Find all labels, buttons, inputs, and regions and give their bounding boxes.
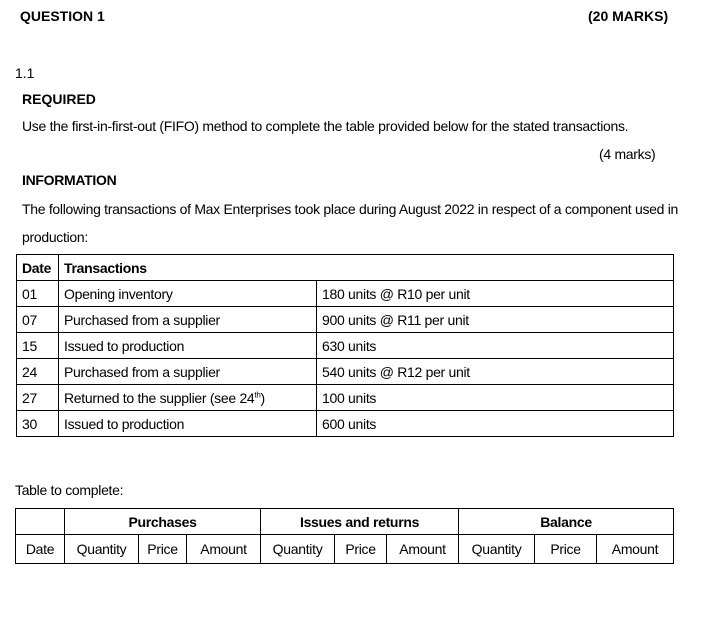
column-header-quantity: Quantity (261, 535, 335, 564)
table-row (17, 385, 674, 411)
row-description: Purchased from a supplier (59, 307, 317, 333)
column-header-date: Date (16, 535, 65, 564)
group-header-purchases: Purchases (65, 509, 261, 535)
column-header-price: Price (535, 535, 597, 564)
row-description: Purchased from a supplier (59, 359, 317, 385)
section-number: 1.1 (15, 65, 35, 81)
group-header-issues: Issues and returns (261, 509, 459, 535)
complete-group-header-row (16, 509, 674, 535)
column-header-quantity: Quantity (65, 535, 139, 564)
row-date: 15 (17, 333, 59, 359)
row-detail: 630 units (317, 333, 674, 359)
row-description-main: Returned to the supplier (see 24 (64, 389, 255, 406)
complete-table (15, 508, 674, 564)
table-row (17, 281, 674, 307)
sub-marks: (4 marks) (599, 146, 656, 162)
column-header-amount: Amount (187, 535, 261, 564)
group-header-balance: Balance (459, 509, 674, 535)
question-marks: (20 MARKS) (588, 8, 669, 24)
information-text-line2: production: (22, 229, 88, 245)
row-detail: 180 units @ R10 per unit (317, 281, 674, 307)
transactions-header-row (17, 255, 674, 281)
row-description: Issued to production (59, 333, 317, 359)
information-heading: INFORMATION (22, 172, 117, 188)
column-header-quantity: Quantity (459, 535, 535, 564)
column-header-amount: Amount (387, 535, 459, 564)
table-caption: Table to complete: (15, 482, 124, 498)
table-row (17, 359, 674, 385)
table-row (17, 307, 674, 333)
row-detail: 100 units (317, 385, 674, 411)
required-heading: REQUIRED (22, 91, 96, 107)
row-description-sup: th (254, 389, 261, 399)
row-detail: 600 units (317, 411, 674, 437)
column-header-price: Price (335, 535, 387, 564)
row-date: 27 (17, 385, 59, 411)
required-text: Use the first-in-first-out (FIFO) method to complete the table provided below for the stated transactions. (22, 118, 629, 134)
row-detail: 540 units @ R12 per unit (317, 359, 674, 385)
information-text-line1: The following transactions of Max Enterprises took place during August 2022 in respect of a component used in (22, 201, 679, 217)
row-date: 01 (17, 281, 59, 307)
header-date: Date (17, 255, 59, 281)
question-title: QUESTION 1 (20, 8, 105, 24)
transactions-table (16, 254, 674, 437)
row-date: 24 (17, 359, 59, 385)
header-transactions: Transactions (59, 255, 674, 281)
table-row (17, 333, 674, 359)
row-description: Issued to production (59, 411, 317, 437)
row-date: 07 (17, 307, 59, 333)
column-header-price: Price (139, 535, 187, 564)
column-header-amount: Amount (597, 535, 674, 564)
row-description-end: ) (260, 389, 265, 406)
row-date: 30 (17, 411, 59, 437)
row-description: Opening inventory (59, 281, 317, 307)
table-row (17, 411, 674, 437)
complete-column-header-row (16, 535, 674, 564)
row-detail: 900 units @ R11 per unit (317, 307, 674, 333)
row-description (59, 385, 317, 411)
group-header-empty (16, 509, 65, 535)
